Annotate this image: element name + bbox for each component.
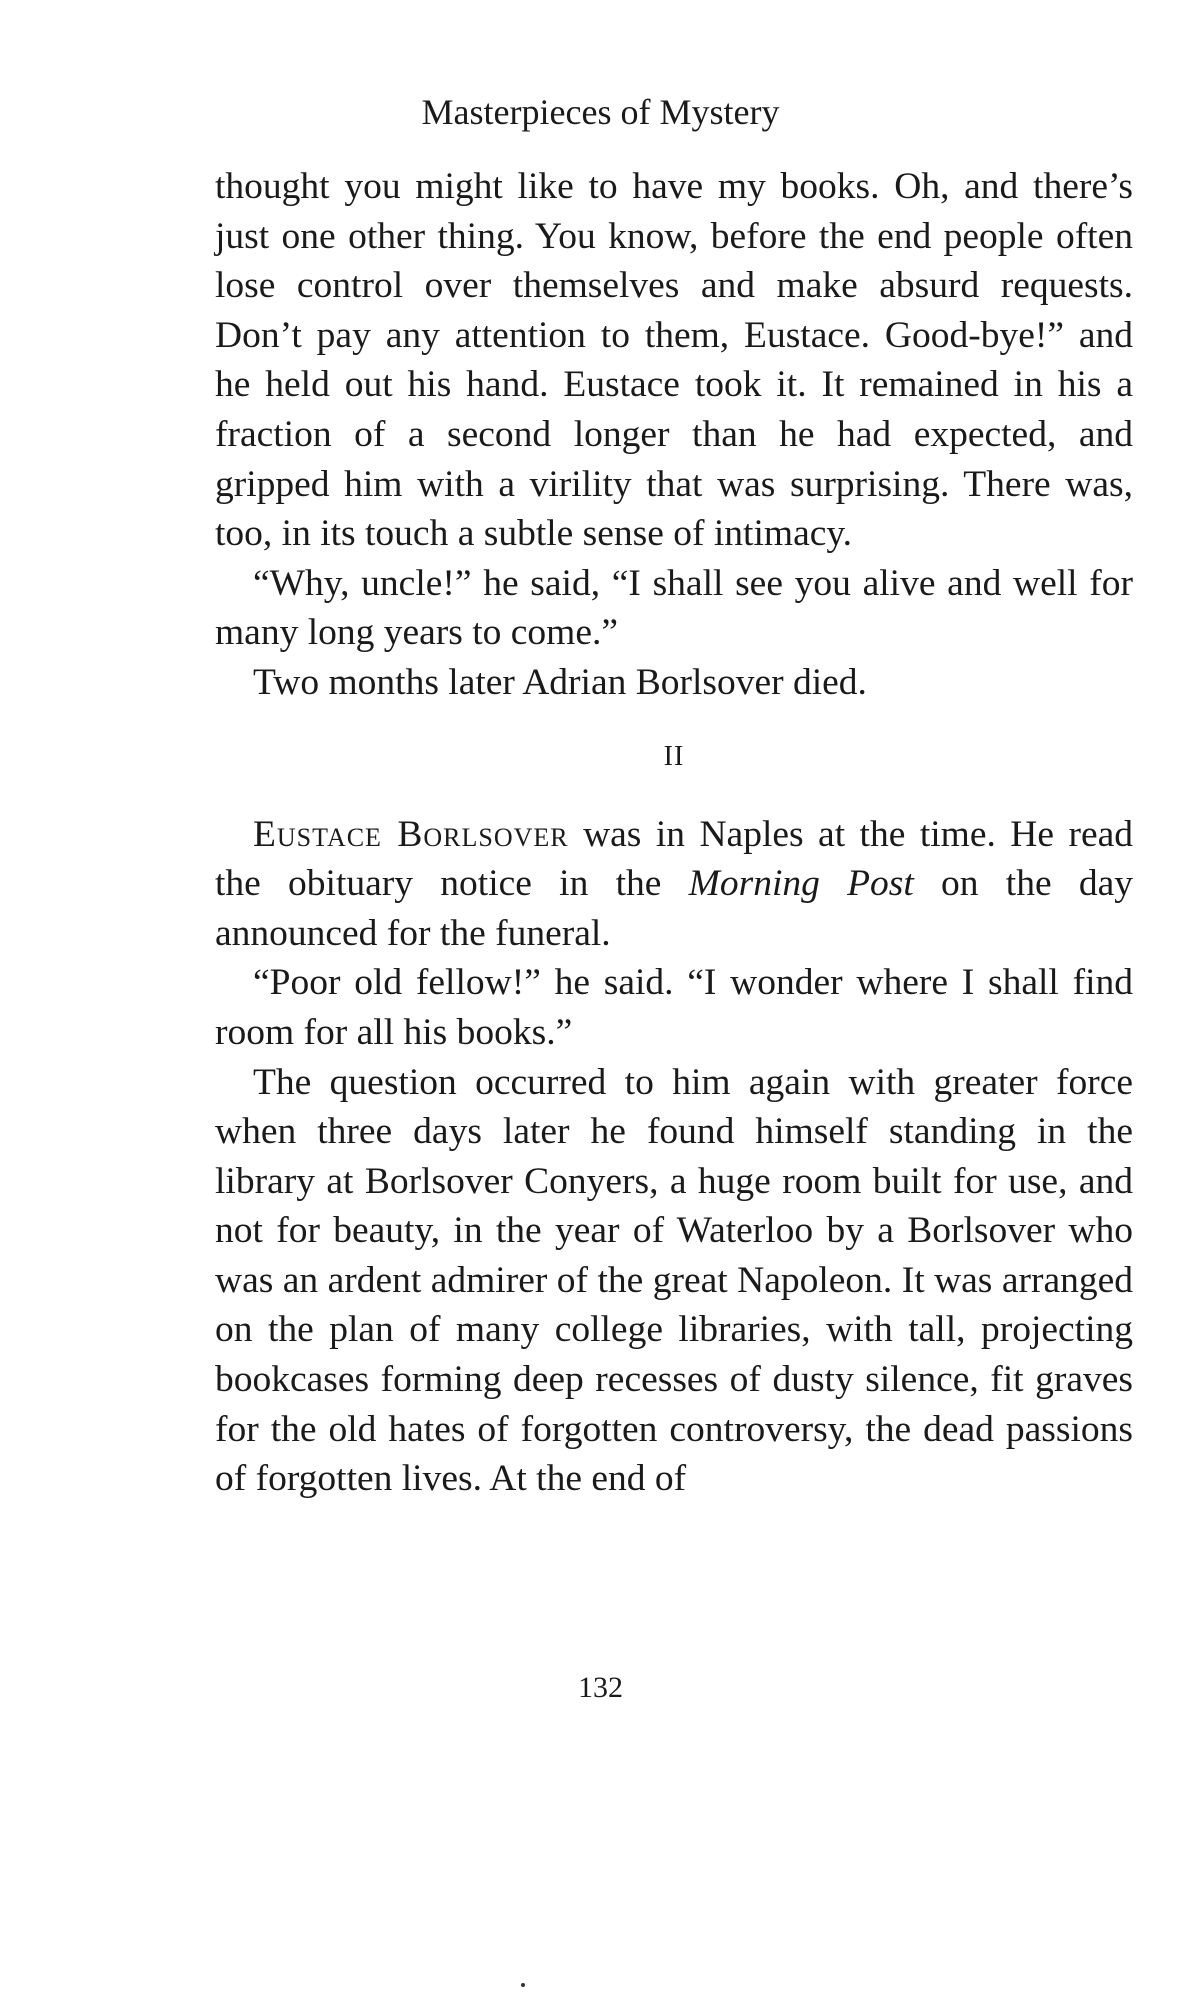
paragraph-library: The question occurred to him again with greater force when three days later he found himself standing in the library at Borlsover Conyers, a huge room built for use, and not for beauty, in the year of Waterloo by a Borlsover who was an ardent admirer of the great Napoleon. It was arranged on the plan of many college libraries, with tall, projecting bookcases forming deep recesses of dusty silence, fit graves for the old hates of forgotten controversy, the dead passions of forgotten lives. At the end of [215, 1061, 1133, 1500]
paragraph-death: Two months later Adrian Borlsover died. [253, 661, 867, 703]
print-speck [521, 1983, 525, 1987]
newspaper-title: Morning Post [688, 863, 914, 905]
page-number: 132 [578, 1671, 623, 1704]
character-name-smallcaps: Eustace Borlsover [253, 813, 569, 855]
paragraph-naples [215, 810, 1133, 959]
paragraph-continuation: thought you might like to have my books. Oh, and there’s just one other thing. You know, before the end people often lose control over themselves and make absurd requests. Don’t pay any attention to them, Eustace. Good-bye!” and he held out his hand. Eustace took it. It remained in his a fraction of a second longer than he had expected, and gripped him with a virility that was surprising. There was, too, in its touch a subtle sense of intimacy. [215, 166, 1133, 555]
running-head: Masterpieces of Mystery [421, 92, 780, 132]
paragraph-naples-text-b: on the day announced for the funeral. [215, 863, 1133, 954]
paragraph-naples-text-a: was in Naples at the time. He read the obituary notice in the [215, 813, 1133, 905]
section-number: II [663, 740, 685, 772]
paragraph-dialogue-uncle: “Why, uncle!” he said, “I shall see you alive and well for many long years to come.” [215, 562, 1133, 654]
body-text [215, 162, 1133, 1504]
paragraph-poor-old-fellow: “Poor old fellow!” he said. “I wonder where I shall find room for all his books.” [215, 962, 1133, 1053]
